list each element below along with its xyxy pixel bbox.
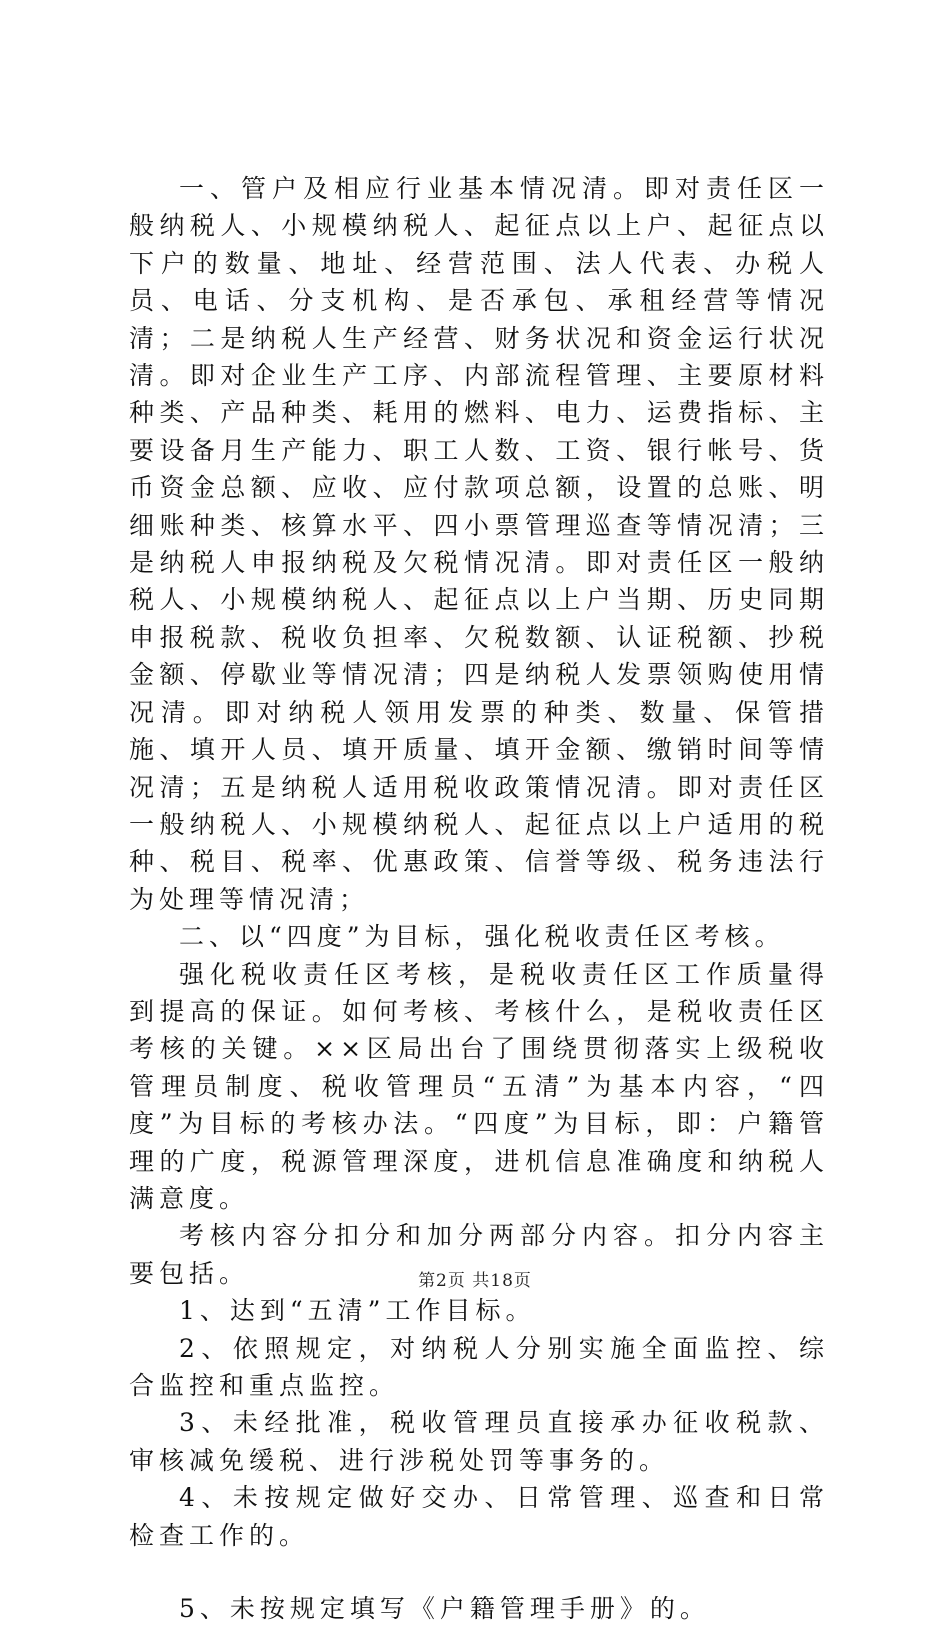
list-item-5: 5、未按规定填写《户籍管理手册》的。 xyxy=(179,1594,710,1624)
document-body xyxy=(129,170,829,1627)
list-item-1: 1、达到“五清”工作目标。 xyxy=(179,1296,536,1326)
paragraph-section-two-heading: 二、以“四度”为目标，强化税收责任区考核。 xyxy=(179,922,785,952)
list-item-2: 2、依照规定，对纳税人分别实施全面监控、综合监控和重点监控。 xyxy=(129,1333,829,1400)
list-item-4: 4、未按规定做好交办、日常管理、巡查和日常检查工作的。 xyxy=(129,1483,829,1550)
paragraph-assessment-intro: 强化税收责任区考核，是税收责任区工作质量得到提高的保证。如何考核、考核什么，是税收责任区考核的关键。××区局出台了围绕贯彻落实上级税收管理员制度、税收管理员“五清”为基本内容，“四度”为目标的考核办法。“四度”为目标，即：户籍管理的广度，税源管理深度，进机信息准确度和纳税人满意度。 xyxy=(129,959,829,1213)
paragraph-assessment-content: 考核内容分扣分和加分两部分内容。扣分内容主要包括。 xyxy=(129,1221,829,1288)
paragraph-five-clears: 一、管户及相应行业基本情况清。即对责任区一般纳税人、小规模纳税人、起征点以上户、起征点以下户的数量、地址、经营范围、法人代表、办税人员、电话、分支机构、是否承包、承租经营等情况清；二是纳税人生产经营、财务状况和资金运行状况清。即对企业生产工序、内部流程管理、主要原材料种类、产品种类、耗用的燃料、电力、运费指标、主要设备月生产能力、职工人数、工资、银行帐号、货币资金总额、应收、应付款项总额，设置的总账、明细账种类、核算水平、四小票管理巡查等情况清；三是纳税人申报纳税及欠税情况清。即对责任区一般纳税人、小规模纳税人、起征点以上户当期、历史同期申报税款、税收负担率、欠税数额、认证税额、抄税金额、停歇业等情况清；四是纳税人发票领购使用情况清。即对纳税人领用发票的种类、数量、保管措施、填开人员、填开质量、填开金额、缴销时间等情况清；五是纳税人适用税收政策情况清。即对责任区一般纳税人、小规模纳税人、起征点以上户适用的税种、税目、税率、优惠政策、信誉等级、税务违法行为处理等情况清； xyxy=(129,174,829,914)
list-item-3: 3、未经批准，税收管理员直接承办征收税款、审核减免缓税、进行涉税处罚等事务的。 xyxy=(129,1408,829,1475)
page-number-footer: 第2页 共18页 xyxy=(418,1271,532,1291)
